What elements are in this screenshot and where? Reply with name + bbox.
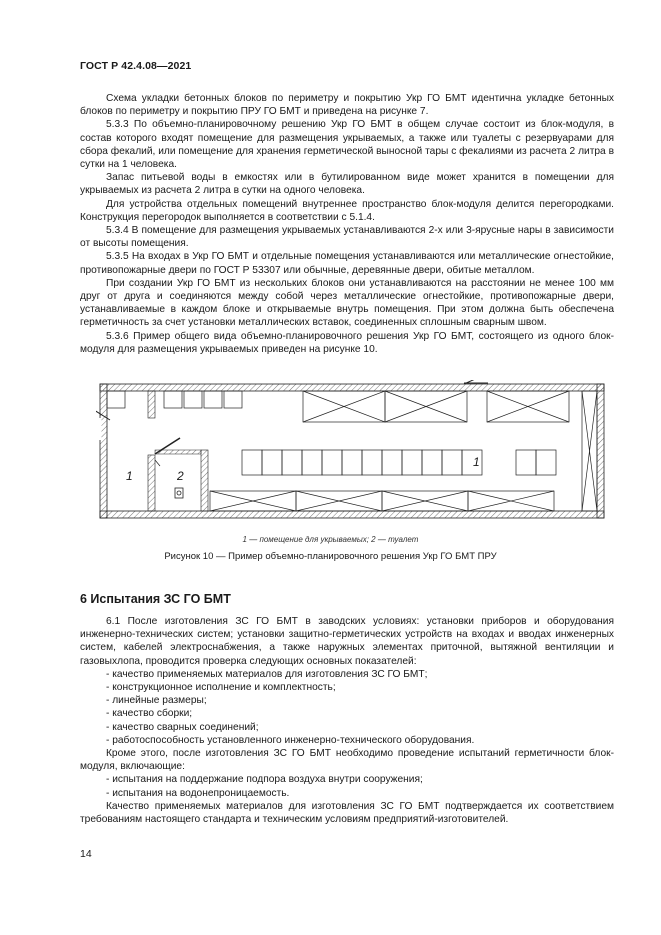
top-storage [107,391,242,408]
bunks-top [303,391,569,422]
paragraph: 5.3.6 Пример общего вида объемно-планировочного решения Укр ГО БМТ, состоящего из одного блок-модуля для размещения укрываемых приведен на рисунке 10. [80,330,614,355]
body-text [80,92,614,356]
paragraph: 5.3.3 По объемно-планировочному решению Укр ГО БМТ в общем случае состоит из блок-модуля, в состав которого входят помещение для размещения укрываемых, а также или туалеты с резервуарами для сбора фекалий, или помещение для хранения герметической выносной тары с фекалиями из расчета 2 литра в сутки на 1 человека. [80,119,614,171]
room-label-1-right: 1 [473,455,480,469]
paragraph: Для устройства отдельных помещений внутреннее пространство блок-модуля делится перегородками. Конструкция перегородок выполняется в соответствии с 5.1.4. [80,198,614,223]
partition-wall [148,391,208,511]
paragraph: При создании Укр ГО БМТ из нескольких блоков они устанавливаются на расстоянии не менее 100 мм друг от друга и соединяются между собой через металлические огнестойкие, противопожарные двери, устанавливаемые в каждом блоке и открываемые внутрь помещения. При этом должна быть обеспечена герметичность за счет установки металлических вставок, соединенных сплошным сварным швом. [80,277,614,329]
paragraph: 5.3.4 В помещение для размещения укрываемых устанавливаются 2-х или 3-ярусные нары в зависимости от высоты помещения. [80,225,614,250]
section-6-text [80,615,614,826]
list-item: - линейные размеры; [106,695,207,707]
list-item: - испытания на водонепроницаемость. [106,787,290,799]
toilet-icon [175,488,183,498]
bunks-middle [242,450,556,475]
figure-legend: 1 — помещение для укрываемых; 2 — туалет [242,535,419,544]
room-label-2: 2 [177,469,184,483]
list-item: - конструкционное исполнение и комплектность; [106,682,336,694]
section-heading: 6 Испытания ЗС ГО БМТ [80,592,231,606]
list-item: - качество сварных соединений; [106,721,259,733]
list-item: - работоспособность установленного инженерно-технического оборудования. [106,734,475,746]
list-item: - качество применяемых материалов для изготовления ЗС ГО БМТ; [106,668,428,680]
right-cabinet [582,391,597,511]
paragraph: Запас питьевой воды в емкостях или в бутилированном виде может хранится в помещении для укрываемых из расчета 2 литра в сутки на одного человека. [80,172,614,197]
paragraph: 6.1 После изготовления ЗС ГО БМТ в заводских условиях: установки приборов и оборудования инженерно-технических систем; установки защитно-герметических устройств на входах и вводах инженерных систем, кабелей электроснабжения, а также наружных элементах приточной, вытяжной вентиляции и газовыхлопа, проводится проверка следующих основных показателей: [80,616,614,667]
paragraph: Качество применяемых материалов для изготовления ЗС ГО БМТ подтверждается их соответствием требованиям настоящего стандарта и техническим условиям предприятий-изготовителей. [80,800,614,826]
list-item: - испытания на поддержание подпора воздуха внутри сооружения; [106,774,423,786]
floor-plan-figure [96,380,608,522]
paragraph: Кроме этого, после изготовления ЗС ГО БМТ необходимо проведение испытаний герметичности блок-модуля, включающие: [80,748,614,773]
figure-caption: Рисунок 10 — Пример объемно-планировочного решения Укр ГО БМТ ПРУ [164,551,497,562]
room-label-1-left: 1 [126,469,133,483]
list-item: - качество сборки; [106,708,193,720]
page-number: 14 [80,848,92,860]
door-top-right [464,380,491,384]
paragraph: Схема укладки бетонных блоков по периметру и покрытию Укр ГО БМТ идентична укладке бетонных блоков по периметру и покрытию ПРУ ГО БМТ и приведена на рисунке 7. [80,93,614,118]
bunks-bottom [210,491,554,511]
document-header: ГОСТ Р 42.4.08—2021 [80,60,192,72]
paragraph: 5.3.5 На входах в Укр ГО БМТ и отдельные помещения устанавливаются или металлические огнестойкие, противопожарные двери по ГОСТ Р 53307 или обычные, деревянные двери, обитые металлом. [80,251,614,276]
